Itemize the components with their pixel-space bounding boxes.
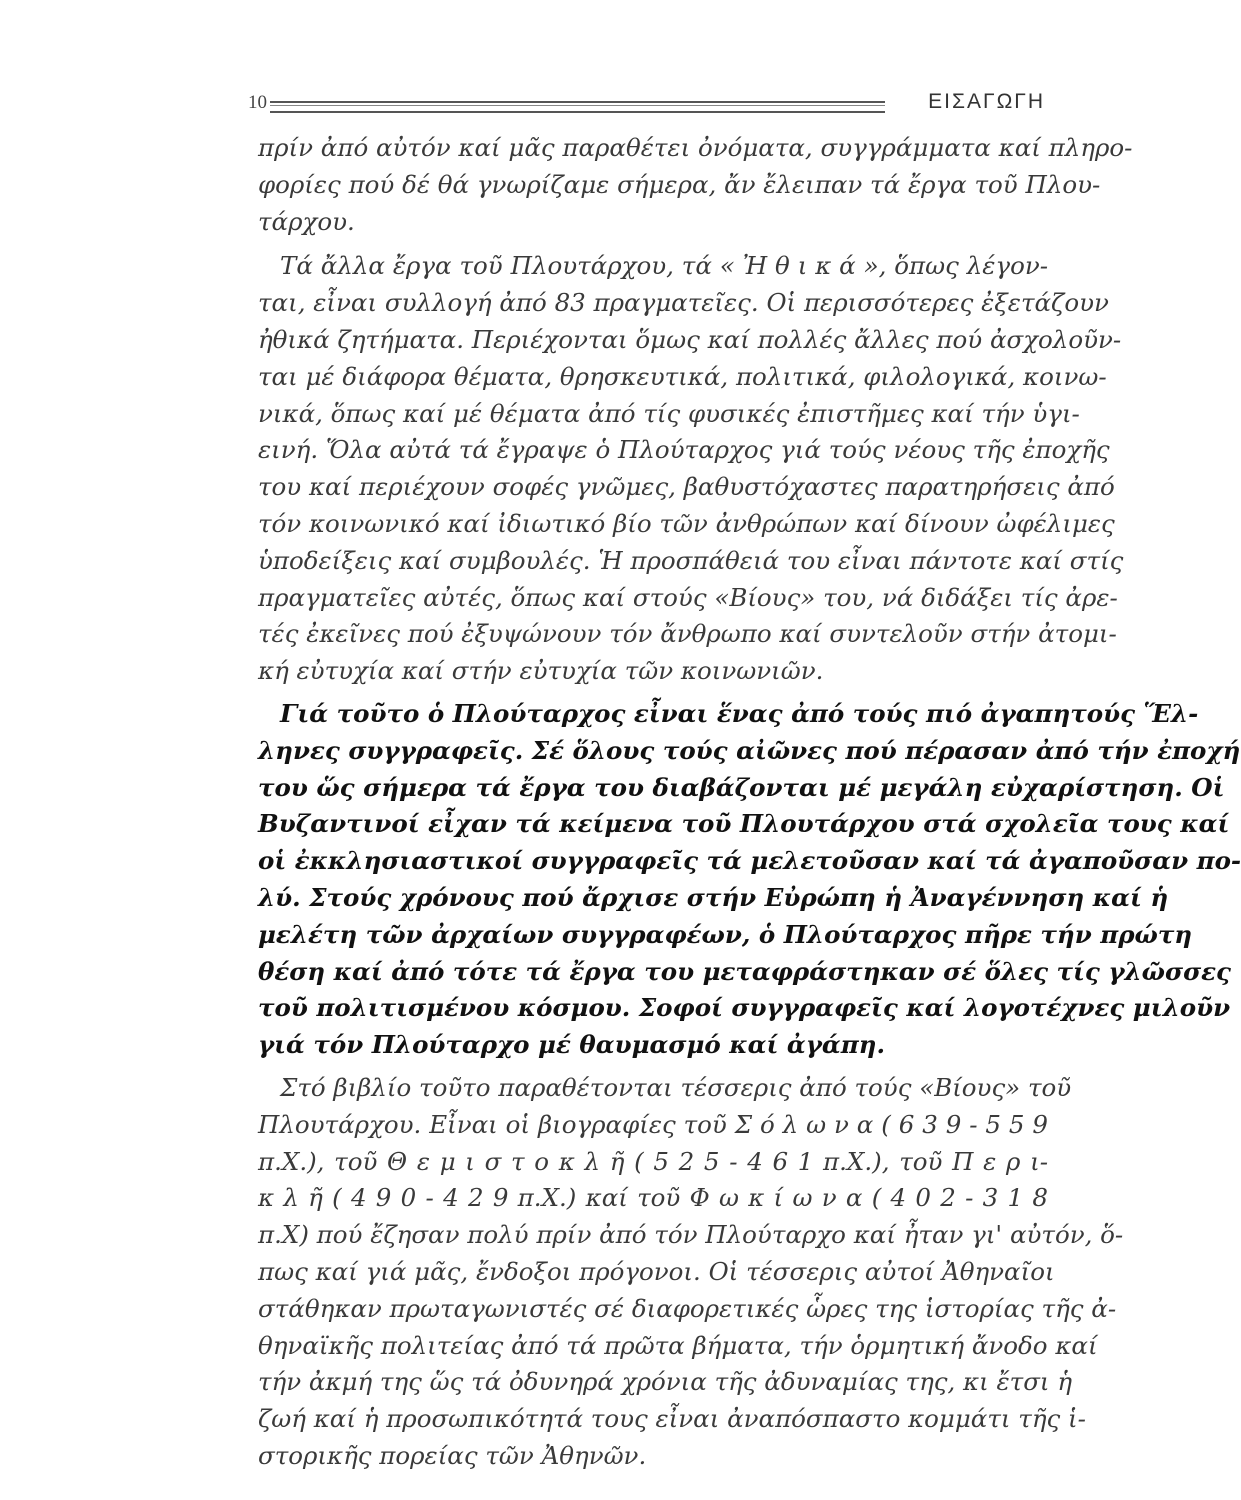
body-text — [258, 130, 1241, 1475]
text-line: ἠθικά ζητήματα. Περιέχονται ὅμως καί πολλές ἄλλες πού ἀσχολοῦν- — [258, 324, 1122, 354]
text-line: εινή. Ὅλα αὐτά τά ἔγραψε ὁ Πλούταρχος γιά τούς νέους τῆς ἐποχῆς — [258, 435, 1110, 465]
header-rule — [270, 101, 885, 113]
text-line: στορικῆς πορείας τῶν Ἀθηνῶν. — [258, 1440, 647, 1470]
text-line: τές ἐκεῖνες πού ἐξυψώνουν τόν ἄνθρωπο καί συντελοῦν στήν ἀτομι- — [258, 619, 1117, 649]
text-line: τάρχου. — [258, 206, 355, 236]
paragraph — [258, 248, 1124, 690]
text-line: θηναϊκῆς πολιτείας ἀπό τά πρῶτα βήματα, τήν ὁρμητική ἄνοδο καί — [258, 1330, 1098, 1360]
text-line: Βυζαντινοί εἶχαν τά κείμενα τοῦ Πλουτάρχου στά σχολεῖα τους καί — [258, 809, 1230, 839]
text-line: οἱ ἐκκλησιαστικοί συγγραφεῖς τά μελετοῦσαν καί τά ἀγαποῦσαν πο- — [258, 846, 1241, 876]
page-header — [248, 88, 1045, 124]
text-line: στάθηκαν πρωταγωνιστές σέ διαφορετικές ὧρες της ἱστορίας τῆς ἀ- — [258, 1293, 1117, 1323]
text-line: γιά τόν Πλούταρχο μέ θαυμασμό καί ἀγάπη. — [258, 1030, 886, 1060]
running-head: ΕΙΣΑΓΩΓΗ — [928, 90, 1045, 113]
text-line: ληνες συγγραφεῖς. Σέ ὅλους τούς αἰῶνες πού πέρασαν ἀπό τήν ἐποχή — [258, 735, 1241, 765]
text-line: π.Χ) πού ἔζησαν πολύ πρίν ἀπό τόν Πλούταρχο καί ἦταν γι' αὐτόν, ὅ- — [258, 1220, 1124, 1250]
text-line: τόν κοινωνικό καί ἰδιωτικό βίο τῶν ἀνθρώπων καί δίνουν ὠφέλιμες — [258, 508, 1115, 538]
text-line: ὑποδείξεις καί συμβουλές. Ἡ προσπάθειά του εἶναι πάντοτε καί στίς — [258, 545, 1124, 575]
text-line: Πλουτάρχου. Εἶναι οἱ βιογραφίες τοῦ Σ ό λ ω ν α ( 6 3 9 - 5 5 9 — [258, 1109, 1048, 1139]
text-line: του καί περιέχουν σοφές γνῶμες, βαθυστόχαστες παρατηρήσεις ἀπό — [258, 472, 1115, 502]
text-line: πραγματεῖες αὐτές, ὅπως καί στούς «Βίους» του, νά διδάξει τίς ἀρε- — [258, 582, 1118, 612]
text-line: νικά, ὅπως καί μέ θέματα ἀπό τίς φυσικές ἐπιστῆμες καί τήν ὑγι- — [258, 398, 1080, 428]
text-line: τήν ἀκμή της ὥς τά ὀδυνηρά χρόνια τῆς ἀδυναμίας της, κι ἔτσι ἡ — [258, 1367, 1073, 1397]
text-line: λύ. Στούς χρόνους πού ἄρχισε στήν Εὐρώπη ἡ Ἀναγέννηση καί ἡ — [258, 882, 1169, 912]
text-line: Γιά τοῦτο ὁ Πλούταρχος εἶναι ἕνας ἀπό τούς πιό ἀγαπητούς Ἕλ- — [280, 698, 1199, 728]
text-line: π.Χ.), τοῦ Θ ε μ ι σ τ ο κ λ ῆ ( 5 2 5 - 4 6 1 π.Χ.), τοῦ Π ε ρ ι- — [258, 1146, 1048, 1176]
paragraph — [258, 130, 1133, 240]
paragraph — [258, 696, 1241, 1064]
text-line: φορίες πού δέ θά γνωρίζαμε σήμερα, ἄν ἔλειπαν τά ἔργα τοῦ Πλου- — [258, 169, 1101, 199]
text-line: ζωή καί ἡ προσωπικότητά τους εἶναι ἀναπόσπαστο κομμάτι τῆς ἱ- — [258, 1404, 1086, 1434]
text-line: ται μέ διάφορα θέματα, θρησκευτικά, πολιτικά, φιλολογικά, κοινω- — [258, 361, 1107, 391]
text-line: κ λ ῆ ( 4 9 0 - 4 2 9 π.Χ.) καί τοῦ Φ ω κ ί ω ν α ( 4 0 2 - 3 1 8 — [258, 1183, 1048, 1213]
text-line: πρίν ἀπό αὐτόν καί μᾶς παραθέτει ὀνόματα, συγγράμματα καί πληρο- — [258, 133, 1133, 162]
text-line: κή εὐτυχία καί στήν εὐτυχία τῶν κοινωνιῶν. — [258, 656, 824, 686]
text-line: Τά ἄλλα ἔργα τοῦ Πλουτάρχου, τά « Ἠ θ ι κ ά », ὅπως λέγον- — [280, 251, 1048, 281]
text-line: τοῦ πολιτισμένου κόσμου. Σοφοί συγγραφεῖς καί λογοτέχνες μιλοῦν — [258, 993, 1231, 1023]
page-number: 10 — [248, 92, 267, 113]
paragraph — [258, 1070, 1124, 1475]
text-line: Στό βιβλίο τοῦτο παραθέτονται τέσσερις ἀπό τούς «Βίους» τοῦ — [280, 1072, 1072, 1102]
text-line: του ὥς σήμερα τά ἔργα του διαβάζονται μέ μεγάλη εὐχαρίστηση. Οἱ — [258, 772, 1225, 802]
text-line: ται, εἶναι συλλογή ἀπό 83 πραγματεῖες. Οἱ περισσότερες ἐξετάζουν — [258, 288, 1109, 318]
text-line: πως καί γιά μᾶς, ἔνδοξοι πρόγονοι. Οἱ τέσσερις αὐτοί Ἀθηναῖοι — [258, 1256, 1055, 1286]
text-line: θέση καί ἀπό τότε τά ἔργα του μεταφράστηκαν σέ ὅλες τίς γλῶσσες — [258, 956, 1231, 986]
text-line: μελέτη τῶν ἀρχαίων συγγραφέων, ὁ Πλούταρχος πῆρε τήν πρώτη — [258, 919, 1193, 949]
